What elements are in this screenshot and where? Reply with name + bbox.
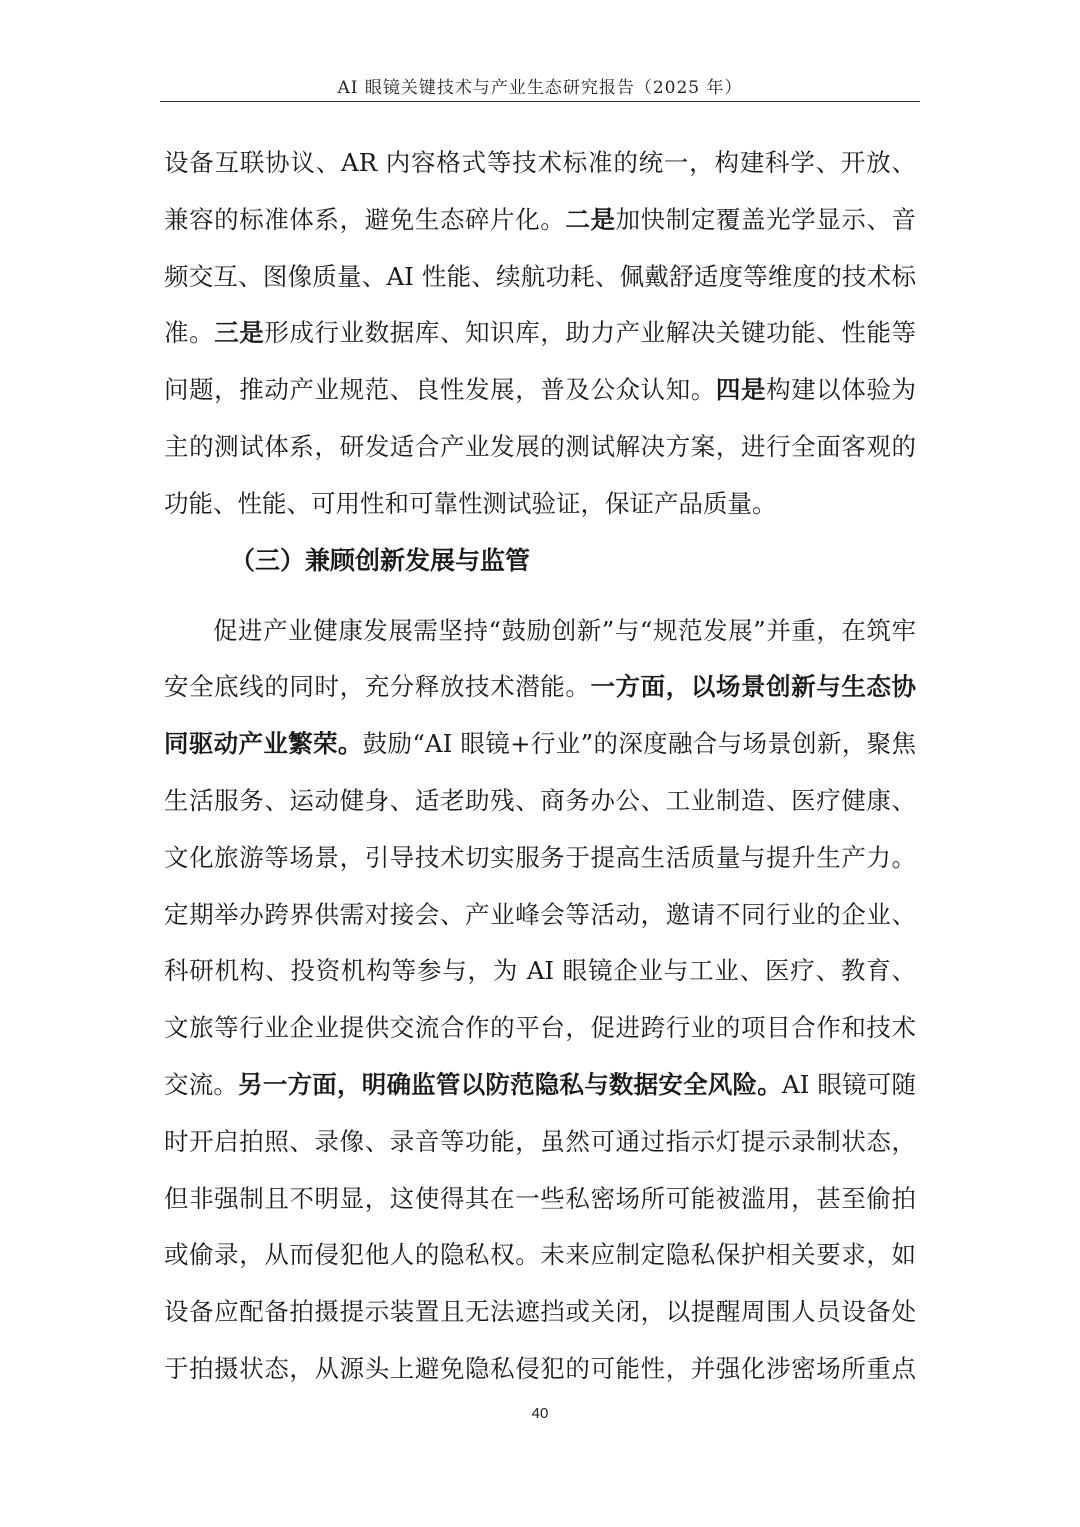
text-line: 于拍摄状态，从源头上避免隐私侵犯的可能性，并强化涉密场所重点 [164,1353,916,1383]
text-line: 设备应配备拍摄提示装置且无法遮挡或关闭，以提醒周围人员设备处 [164,1297,916,1327]
text-run: 兼容的标准体系，避免生态碎片化。 [164,204,566,234]
text-line [164,1057,916,1114]
text-line: 文旅等行业企业提供交流合作的平台，促进跨行业的项目合作和技术 [164,1013,916,1043]
bold-run: 二是 [565,204,616,234]
bold-run: 同驱动产业繁荣。 [164,729,363,759]
text-line: 生活服务、运动健身、适老助残、商务办公、工业制造、医疗健康、 [164,785,916,815]
text-line: 定期举办跨界供需对接会、产业峰会等活动，邀请不同行业的企业、 [164,899,916,929]
text-run: 准。 [164,318,215,348]
running-header: AI 眼镜关键技术与产业生态研究报告（2025 年） [337,78,743,98]
text-run: 交流。 [164,1069,239,1099]
paragraph-innovation-regulation [164,603,916,1398]
bold-run: 一方面，以场景创新与生态协 [590,672,917,702]
page-body [164,135,916,1398]
text-line: 频交互、图像质量、AI 性能、续航功耗、佩戴舒适度等维度的技术标 [164,261,916,291]
text-line: 促进产业健康发展需坚持“鼓励创新”与“规范发展”并重，在筑牢 [213,615,916,645]
text-line: 或偷录，从而侵犯他人的隐私权。未来应制定隐私保护相关要求，如 [164,1240,916,1270]
header-rule [160,101,920,102]
text-line: 但非强制且不明显，这使得其在一些私密场所可能被滥用，甚至偷拍 [164,1183,916,1213]
bold-run: 四是 [715,375,767,405]
text-run: 构建以体验为 [766,375,917,405]
text-run: 加快制定覆盖光学显示、音 [615,204,917,234]
text-run: 鼓励“AI 眼镜+行业”的深度融合与场景创新，聚焦 [362,729,916,759]
text-line: 时开启拍照、录像、录音等功能，虽然可通过指示灯提示录制状态， [164,1126,916,1156]
text-run: AI 眼镜可随 [781,1069,917,1099]
text-line [164,192,916,249]
text-line: 设备互联协议、AR 内容格式等技术标准的统一，构建科学、开放、 [164,148,916,177]
section-heading: （三）兼顾创新发展与监管 [230,545,531,575]
text-run: 形成行业数据库、知识库，助力产业解决关键功能、性能等 [264,318,917,348]
paragraph-standards [164,135,916,533]
page-number: 40 [531,1405,549,1422]
bold-run: 三是 [214,318,265,348]
text-line [164,659,916,716]
bold-run: 另一方面，明确监管以防范隐私与数据安全风险。 [238,1069,782,1099]
text-line: 科研机构、投资机构等参与，为 AI 眼镜企业与工业、医疗、教育、 [164,956,916,986]
text-line: 功能、性能、可用性和可靠性测试验证，保证产品质量。 [164,488,777,518]
text-line: 文化旅游等场景，引导技术切实服务于提高生活质量与提升生产力。 [164,842,916,872]
text-run: 问题，推动产业规范、良性发展，普及公众认知。 [164,375,716,405]
text-line [164,305,916,362]
text-line [164,362,916,419]
text-line [164,716,916,773]
text-run: 安全底线的同时，充分释放技术潜能。 [164,672,591,702]
text-line: 主的测试体系，研发适合产业发展的测试解决方案，进行全面客观的 [164,431,916,461]
